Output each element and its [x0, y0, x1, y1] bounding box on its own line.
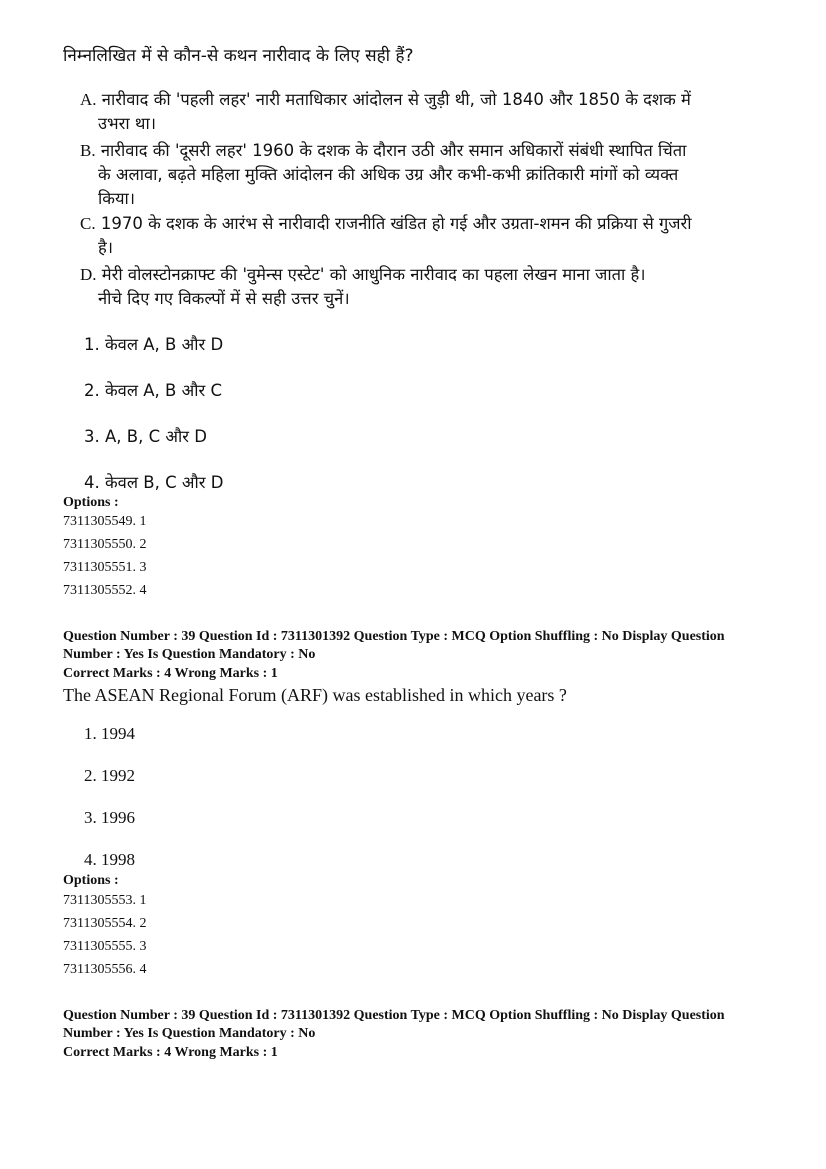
statement-line: नीचे दिए गए विकल्पों में से सही उत्तर चुनें।: [98, 289, 350, 308]
options-label: Options :: [63, 495, 119, 510]
statement-c: [80, 212, 692, 236]
statement-line: नारीवाद की 'दूसरी लहर' 1960 के दशक के दौरान उठी और समान अधिकारों संबंधी स्थापित चिंता: [100, 141, 687, 160]
answer-choice[interactable]: 2. केवल A, B और C: [84, 381, 223, 400]
statement-line: उभरा था।: [98, 114, 156, 133]
statement-line: मेरी वोलस्टोनक्राफ्ट की 'वुमेन्स एस्टेट' को आधुनिक नारीवाद का पहला लेखन माना जाता है।: [101, 265, 646, 284]
answer-choice[interactable]: 4. 1998: [84, 850, 135, 869]
question-meta: Number : Yes Is Question Mandatory : No: [63, 1026, 316, 1041]
statement-b: [80, 139, 686, 163]
answer-choice[interactable]: 1. 1994: [84, 724, 135, 743]
statement-line: है।: [98, 238, 114, 257]
statement-letter: C.: [80, 214, 96, 233]
question-meta: Number : Yes Is Question Mandatory : No: [63, 647, 316, 662]
option-id: 7311305549. 1: [63, 514, 147, 529]
option-id: 7311305553. 1: [63, 893, 147, 908]
option-id: 7311305551. 3: [63, 560, 147, 575]
statement-letter: A.: [80, 90, 97, 109]
answer-choice[interactable]: 3. 1996: [84, 808, 135, 827]
statement-line: नारीवाद की 'पहली लहर' नारी मताधिकार आंदोलन से जुड़ी थी, जो 1840 और 1850 के दशक में: [101, 90, 691, 109]
statement-d: [80, 263, 646, 287]
question-meta: Question Number : 39 Question Id : 7311301392 Question Type : MCQ Option Shuffling : No Display Question: [63, 629, 725, 644]
answer-choice[interactable]: 3. A, B, C और D: [84, 427, 207, 446]
statement-letter: B.: [80, 141, 96, 160]
option-id: 7311305550. 2: [63, 537, 147, 552]
option-id: 7311305556. 4: [63, 962, 147, 977]
question-text: निम्नलिखित में से कौन-से कथन नारीवाद के लिए सही हैं?: [63, 46, 414, 66]
options-label: Options :: [63, 873, 119, 888]
question-text: The ASEAN Regional Forum (ARF) was established in which years ?: [63, 685, 567, 705]
statement-letter: D.: [80, 265, 97, 284]
statement-a: [80, 88, 691, 112]
answer-choice[interactable]: 4. केवल B, C और D: [84, 473, 224, 492]
answer-choice[interactable]: 2. 1992: [84, 766, 135, 785]
answer-choice[interactable]: 1. केवल A, B और D: [84, 335, 224, 354]
marks-info: Correct Marks : 4 Wrong Marks : 1: [63, 666, 278, 681]
marks-info: Correct Marks : 4 Wrong Marks : 1: [63, 1045, 278, 1060]
statement-line: के अलावा, बढ़ते महिला मुक्ति आंदोलन की अधिक उग्र और कभी-कभी क्रांतिकारी मांगों को व्यक्त: [98, 165, 679, 184]
statement-line: किया।: [98, 189, 136, 208]
option-id: 7311305552. 4: [63, 583, 147, 598]
option-id: 7311305554. 2: [63, 916, 147, 931]
option-id: 7311305555. 3: [63, 939, 147, 954]
statement-line: 1970 के दशक के आरंभ से नारीवादी राजनीति खंडित हो गई और उग्रता-शमन की प्रक्रिया से गुजरी: [100, 214, 692, 233]
question-meta: Question Number : 39 Question Id : 7311301392 Question Type : MCQ Option Shuffling : No Display Question: [63, 1008, 725, 1023]
